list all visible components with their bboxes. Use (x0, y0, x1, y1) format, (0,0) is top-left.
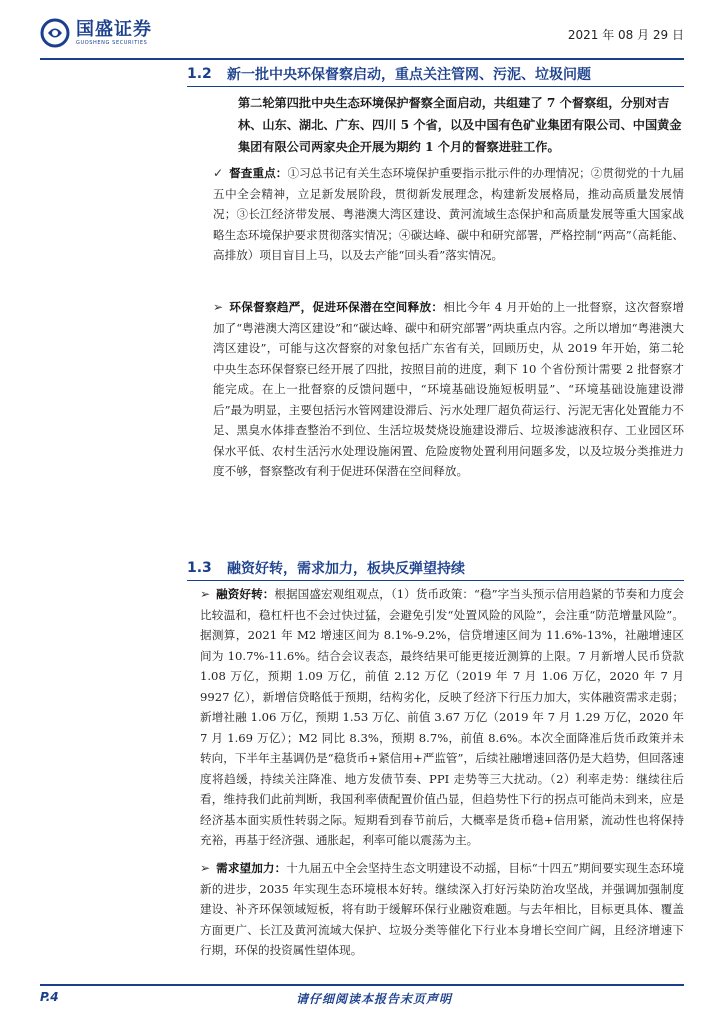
section-number: 1.2 (187, 66, 212, 82)
section-title: 融资好转，需求加力，板块反弹望持续 (227, 561, 465, 577)
paragraph-lead: 融资好转： (216, 587, 275, 601)
paragraph-lead: 环保督察趋严，促进环保潜在空间释放： (229, 300, 444, 314)
section-summary: 第二轮第四批中央生态环境保护督察全面启动，共组建了 7 个督察组，分别对吉林、山东、湖北、广东、四川 5 个省，以及中国有色矿业集团有限公司、中国黄金集团有限公司两家央企开展为期约 1 个月的督察进驻工作。 (238, 96, 682, 154)
company-logo (40, 18, 152, 48)
section-1-2-heading (187, 62, 684, 86)
guosheng-logo-icon (40, 18, 70, 48)
bullet-paragraph-inspection (213, 297, 684, 482)
paragraph-text: ①习总书记有关生态环境保护重要指示批示件的办理情况；②贯彻党的十九届五中全会精神，立足新发展阶段，贯彻新发展理念，构建新发展格局，推动高质量发展情况；③长江经济带发展、粤港澳大湾区建设、黄河流域生态保护和高质量发展等重大国家战略生态环境保护要求贯彻落实情况；④碳达峰、碳中和研究部署，严格控制“两高”（高耗能、高排放）项目盲目上马，以及去产能“回头看”落实情况。 (213, 166, 684, 262)
bullet-paragraph-financing (200, 584, 684, 851)
paragraph-lead: 督查重点： (229, 166, 288, 180)
report-date: 2021 年 08 月 29 日 (567, 28, 684, 42)
logo-cn-text: 国盛证券 (76, 19, 152, 40)
arrow-bullet-icon: ➢ (200, 861, 211, 875)
footer-divider (40, 984, 684, 986)
section-divider (187, 86, 684, 87)
paragraph-lead: 需求望加力： (216, 861, 287, 875)
page-number: P.4 (40, 990, 59, 1004)
section-title: 新一批中央环保督察启动，重点关注管网、污泥、垃圾问题 (227, 67, 591, 83)
bullet-paragraph-demand (200, 858, 684, 961)
footer-disclaimer: 请仔细阅读本报告末页声明 (296, 992, 453, 1006)
paragraph-text: 根据国盛宏观组观点，（1）货币政策：“稳”字当头预示信用趋紧的节奏和力度会比较温和，稳杠杆也不会过快过猛，会避免引发“处置风险的风险”，会注重“防范增量风险”。据测算，2021 年 M2 增速区间为 8.1%-9.2%，信贷增速区间为 11.6%-13%，社融增速区间为 10.7%-11.6%。结合会议表态，最终结果可能更接近测算的上限。7 月新增人民币贷款 1.08 万亿，预期 1.09 万亿，前值 2.12 万亿（2019 年 7 月 1.06 万亿，2020 年 7 月 9927 亿），新增信贷略低于预期，结构劣化，反映了经济下行压力加大，实体融资需求走弱；新增社融 1.06 万亿，预期 1.53 万亿、前值 3.67 万亿（2019 年 7 月 1.29 万亿，2020 年 7 月 1.69 万亿）；M2 同比 8.3%，预期 8.7%，前值 8.6%。本次全面降准后货币政策并未转向，下半年主基调仍是“稳货币+紧信用+严监管”，后续社融增速回落仍是大趋势，但回落速度将趋缓，持续关注降准、地方发债节奏、PPI 走势等三大扰动。（2）利率走势：继续往后看，维持我们此前判断，我国利率债配置价值凸显，但趋势性下行的拐点可能尚未到来，应是经济基本面实质性转弱之际。短期看到春节前后，大概率是货币稳+信用紧，流动性也将保持充裕，再基于经济强、通胀起，利率可能以震荡为主。 (200, 587, 684, 847)
arrow-bullet-icon: ➢ (213, 300, 224, 314)
section-number: 1.3 (187, 560, 212, 576)
page-header (40, 18, 684, 58)
paragraph-text: 相比今年 4 月开始的上一批督察，这次督察增加了“粤港澳大湾区建设”和“碳达峰、碳中和研究部署”两块重点内容。之所以增加“粤港澳大湾区建设”，可能与这次督察的对象包括广东省有关，回顾历史，从 2019 年开始，第二轮中央生态环保督察已经开展了四批，按照目前的进度，剩下 10 个省份预计需要 2 批督察才能完成。在上一批督察的反馈问题中，“环境基础设施短板明显”、“环境基础设施建设滞后”最为明显，主要包括污水管网建设滞后、污水处理厂超负荷运行、污泥无害化处置能力不足、黑臭水体排查整治不到位、生活垃圾焚烧设施建设滞后、垃圾渗滤液积存、工业园区环保水平低、农村生活污水处理设施闲置、危险废物处置利用问题多发，以及垃圾分类推进力度不够，督察整改有利于促进环保潜在空间释放。 (213, 300, 684, 478)
bullet-paragraph-focus (213, 163, 684, 266)
section-1-3-heading (187, 556, 684, 580)
paragraph-text: 十九届五中全会坚持生态文明建设不动摇，目标“十四五”期间要实现生态环境新的进步，2035 年实现生态环境根本好转。继续深入打好污染防治攻坚战，并强调加强制度建设、补齐环保领域短板，将有助于缓解环保行业融资难题。与去年相比，目标更具体、覆盖方面更广、长江及黄河流域大保护、垃圾分类等催化下行业本身增长空间广阔，且经济增速下行期，环保的投资属性望体现。 (200, 861, 684, 957)
header-divider (40, 58, 684, 60)
section-divider (187, 580, 684, 581)
arrow-bullet-icon: ➢ (200, 587, 211, 601)
check-icon: ✓ (213, 166, 224, 180)
logo-en-text: GUOSHENG SECURITIES (76, 40, 148, 46)
